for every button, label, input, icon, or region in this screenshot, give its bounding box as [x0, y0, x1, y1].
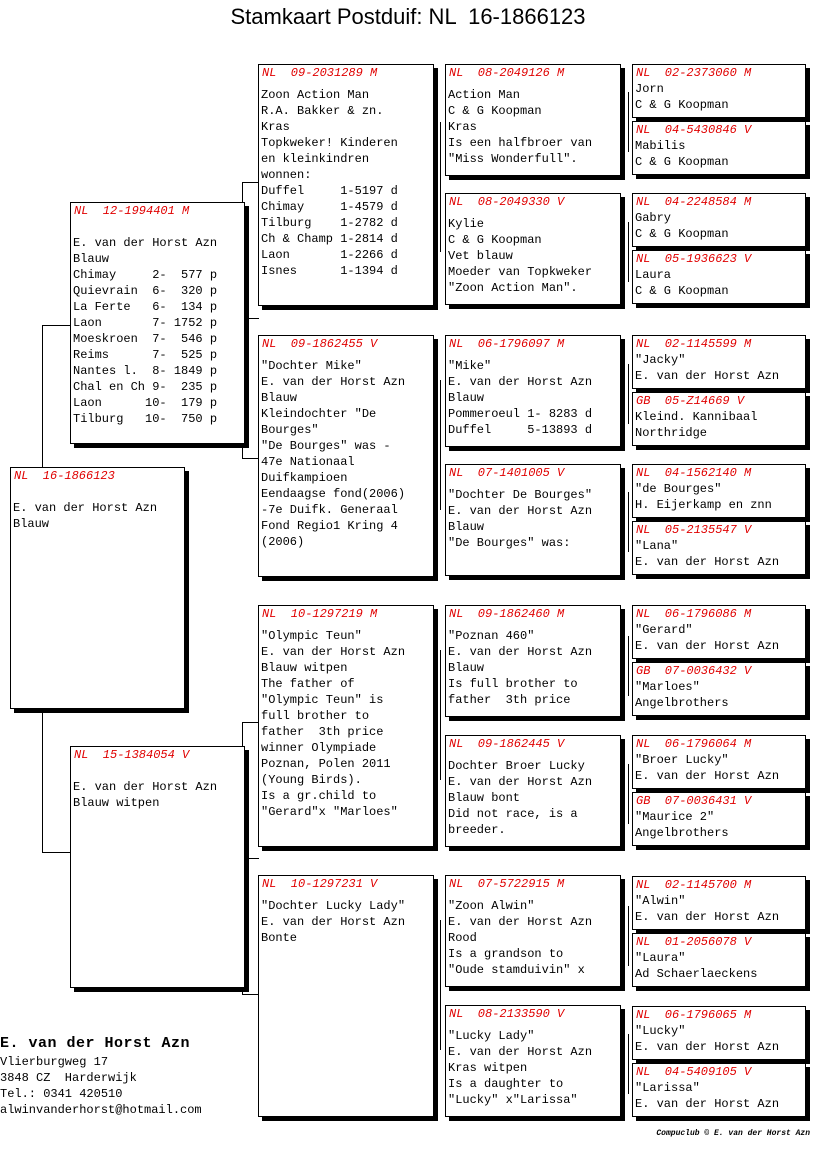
- card-line: Action Man: [448, 88, 521, 102]
- ring-number: NL 04-2248584 M: [636, 195, 752, 209]
- card-line: E. van der Horst Azn: [261, 375, 406, 389]
- card-line: E. van der Horst Azn: [635, 639, 780, 653]
- card-line: "Lucky" x"Larissa": [448, 1093, 578, 1107]
- card-line: H. Eijerkamp en znn: [635, 498, 772, 512]
- card-line: Chimay 2- 577 p: [73, 268, 218, 282]
- ring-number: GB 07-0036431 V: [636, 794, 752, 808]
- ring-number: NL 10-1297231 V: [262, 877, 378, 891]
- card-line: Kylie: [448, 217, 485, 231]
- card-line: Zoon Action Man: [261, 88, 370, 102]
- card-line: Did not race, is a: [448, 807, 578, 821]
- card-line: Chal en Ch 9- 235 p: [73, 380, 218, 394]
- pedigree-card-gen4[interactable]: [632, 876, 806, 930]
- card-line: 47e Nationaal: [261, 455, 355, 469]
- pedigree-card-gen3[interactable]: [445, 605, 621, 717]
- card-line: Rood: [448, 931, 477, 945]
- card-line: "Broer Lucky": [635, 753, 729, 767]
- card-line: Blauw witpen: [73, 796, 160, 810]
- card-line: Bourges": [261, 423, 319, 437]
- card-line: "Zoon Alwin": [448, 899, 535, 913]
- connector: [628, 92, 629, 152]
- card-line: E. van der Horst Azn: [635, 769, 780, 783]
- connector: [242, 994, 259, 995]
- ring-number: NL 09-2031289 M: [262, 66, 378, 80]
- card-line: Duffel 5-13893 d: [448, 423, 593, 437]
- card-line: E. van der Horst Azn: [448, 775, 593, 789]
- card-line: Laura: [635, 268, 672, 282]
- pedigree-card-gen4[interactable]: [632, 392, 806, 446]
- pedigree-card-gen4[interactable]: [632, 662, 806, 716]
- owner-city: 3848 CZ Harderwijk: [0, 1071, 137, 1085]
- card-line: winner Olympiade: [261, 741, 377, 755]
- pedigree-card-gen4[interactable]: [632, 121, 806, 175]
- ring-number: NL 04-1562140 M: [636, 466, 752, 480]
- card-line: -7e Duifk. Generaal: [261, 503, 398, 517]
- ring-number: NL 08-2049126 M: [449, 66, 565, 80]
- pedigree-card-gen4[interactable]: [632, 521, 806, 575]
- card-line: Chimay 1-4579 d: [261, 200, 398, 214]
- card-line: The father of: [261, 677, 355, 691]
- card-line: "Dochter De Bourges": [448, 488, 593, 502]
- owner-address: [0, 1034, 202, 1118]
- owner-email[interactable]: alwinvanderhorst@hotmail.com: [0, 1103, 202, 1117]
- card-line: Kras: [448, 120, 477, 134]
- pedigree-card-gen4[interactable]: [632, 605, 806, 659]
- ring-number: NL 02-1145700 M: [636, 878, 752, 892]
- card-line: Blauw witpen: [261, 661, 348, 675]
- card-line: "Laura": [635, 951, 686, 965]
- page-title: Stamkaart Postduif: NL 16-1866123: [230, 4, 586, 29]
- card-line: Reims 7- 525 p: [73, 348, 218, 362]
- card-line: full brother to: [261, 709, 370, 723]
- pedigree-card-dam[interactable]: [70, 746, 245, 988]
- card-line: Blauw: [73, 252, 110, 266]
- card-line: E. van der Horst Azn: [73, 780, 218, 794]
- card-line: E. van der Horst Azn: [261, 645, 406, 659]
- ring-number: NL 06-1796097 M: [449, 337, 565, 351]
- card-line: Angelbrothers: [635, 696, 729, 710]
- ring-number: NL 01-2056078 V: [636, 935, 752, 949]
- ring-number: NL 09-1862445 V: [449, 737, 565, 751]
- card-line: E. van der Horst Azn: [448, 504, 593, 518]
- card-line: R.A. Bakker & zn.: [261, 104, 384, 118]
- card-line: Kleind. Kannibaal: [635, 410, 758, 424]
- ring-number: NL 02-1145599 M: [636, 337, 752, 351]
- card-line: (2006): [261, 535, 305, 549]
- owner-phone: Tel.: 0341 420510: [0, 1087, 123, 1101]
- card-line: "Zoon Action Man".: [448, 281, 578, 295]
- card-line: Gabry: [635, 211, 672, 225]
- card-line: Is a gr.child to: [261, 789, 377, 803]
- card-line: Blauw: [448, 391, 485, 405]
- pedigree-card-gen4[interactable]: [632, 735, 806, 789]
- owner-street: Vlierburgweg 17: [0, 1055, 109, 1069]
- connector: [628, 222, 629, 282]
- card-line: E. van der Horst Azn: [635, 1097, 780, 1111]
- ring-number: NL 05-2135547 V: [636, 523, 752, 537]
- ring-number: NL 02-2373060 M: [636, 66, 752, 80]
- card-line: Poznan, Polen 2011: [261, 757, 391, 771]
- card-line: father 3th price: [448, 693, 571, 707]
- card-line: "Olympic Teun" is: [261, 693, 384, 707]
- card-line: Topkweker! Kinderen: [261, 136, 398, 150]
- card-line: Nantes l. 8- 1849 p: [73, 364, 218, 378]
- card-line: wonnen:: [261, 168, 312, 182]
- card-line: Quievrain 6- 320 p: [73, 284, 218, 298]
- pedigree-card-gen2[interactable]: [258, 64, 434, 306]
- ring-number: NL 08-2049330 V: [449, 195, 565, 209]
- card-line: Laon 7- 1752 p: [73, 316, 218, 330]
- card-line: Tilburg 10- 750 p: [73, 412, 218, 426]
- card-line: Laon 10- 179 p: [73, 396, 218, 410]
- pedigree-card-gen3[interactable]: [445, 464, 621, 576]
- ring-number: NL 06-1796086 M: [636, 607, 752, 621]
- connector: [628, 492, 629, 552]
- card-line: Kras: [261, 120, 290, 134]
- ring-number: NL 04-5430846 V: [636, 123, 752, 137]
- card-line: "Maurice 2": [635, 810, 715, 824]
- card-line: E. van der Horst Azn: [448, 915, 593, 929]
- pedigree-card-gen4[interactable]: [632, 464, 806, 518]
- ring-number: GB 07-0036432 V: [636, 664, 752, 678]
- pedigree-card-gen3[interactable]: [445, 193, 621, 305]
- card-line: E. van der Horst Azn: [635, 369, 780, 383]
- connector: [42, 709, 43, 852]
- pedigree-card-gen3[interactable]: [445, 1005, 621, 1117]
- pedigree-card-gen2[interactable]: [258, 335, 434, 577]
- pedigree-card-gen4[interactable]: [632, 933, 806, 987]
- connector: [628, 636, 629, 696]
- card-line: "Marloes": [635, 680, 700, 694]
- card-line: E. van der Horst Azn: [13, 501, 158, 515]
- card-line: "Mike": [448, 359, 492, 373]
- card-line: E. van der Horst Azn: [448, 375, 593, 389]
- connector: [242, 722, 259, 723]
- card-line: Vet blauw: [448, 249, 513, 263]
- card-line: "de Bourges": [635, 482, 722, 496]
- owner-name: E. van der Horst Azn: [0, 1035, 191, 1052]
- card-line: E. van der Horst Azn: [448, 645, 593, 659]
- card-line: C & G Koopman: [635, 155, 729, 169]
- pedigree-card-gen4[interactable]: [632, 193, 806, 247]
- ring-number: NL 10-1297219 M: [262, 607, 378, 621]
- card-line: Northridge: [635, 426, 708, 440]
- card-line: E. van der Horst Azn: [448, 1045, 593, 1059]
- card-line: "Lucky": [635, 1024, 686, 1038]
- card-line: Blauw: [448, 661, 485, 675]
- card-line: "Lana": [635, 539, 679, 553]
- card-line: father 3th price: [261, 725, 384, 739]
- ring-number: NL 06-1796065 M: [636, 1008, 752, 1022]
- card-line: Bonte: [261, 931, 298, 945]
- card-line: Kleindochter "De: [261, 407, 377, 421]
- card-line: en kleinkindren: [261, 152, 370, 166]
- connector: [628, 906, 629, 966]
- card-line: Ch & Champ 1-2814 d: [261, 232, 398, 246]
- card-line: "Jacky": [635, 353, 686, 367]
- card-line: E. van der Horst Azn: [73, 236, 218, 250]
- card-line: C & G Koopman: [635, 284, 729, 298]
- card-line: Tilburg 1-2782 d: [261, 216, 398, 230]
- card-line: Blauw: [261, 391, 298, 405]
- card-line: Blauw: [448, 520, 485, 534]
- card-line: Is een halfbroer van: [448, 136, 593, 150]
- ring-number: NL 04-5409105 V: [636, 1065, 752, 1079]
- card-line: "Gerard"x "Marloes": [261, 805, 398, 819]
- ring-number: NL 06-1796064 M: [636, 737, 752, 751]
- card-line: "De Bourges" was -: [261, 439, 391, 453]
- connector: [42, 325, 43, 469]
- card-line: Is a grandson to: [448, 947, 564, 961]
- card-line: C & G Koopman: [635, 98, 729, 112]
- card-line: Eendaagse fond(2006): [261, 487, 406, 501]
- connector: [440, 380, 441, 510]
- card-line: "Olympic Teun": [261, 629, 362, 643]
- card-line: "Larissa": [635, 1081, 700, 1095]
- connector: [628, 364, 629, 424]
- card-line: Duifkampioen: [261, 471, 348, 485]
- card-line: La Ferte 6- 134 p: [73, 300, 218, 314]
- card-line: Ad Schaerlaeckens: [635, 967, 758, 981]
- connector: [440, 920, 441, 1050]
- card-line: Laon 1-2266 d: [261, 248, 398, 262]
- pedigree-card-gen3[interactable]: [445, 335, 621, 447]
- card-line: E. van der Horst Azn: [635, 555, 780, 569]
- card-line: Pommeroeul 1- 8283 d: [448, 407, 593, 421]
- ring-number: NL 08-2133590 V: [449, 1007, 565, 1021]
- card-line: Fond Regio1 Kring 4: [261, 519, 398, 533]
- pedigree-card-gen4[interactable]: [632, 792, 806, 846]
- card-line: "Miss Wonderfull".: [448, 152, 578, 166]
- connector: [628, 1034, 629, 1094]
- card-line: E. van der Horst Azn: [635, 910, 780, 924]
- connector: [42, 325, 72, 326]
- card-line: Isnes 1-1394 d: [261, 264, 398, 278]
- card-line: E. van der Horst Azn: [261, 915, 406, 929]
- card-line: "Gerard": [635, 623, 693, 637]
- connector: [628, 764, 629, 824]
- pedigree-card-gen2[interactable]: [258, 605, 434, 847]
- connector: [242, 458, 259, 459]
- footer-credit: Compuclub © E. van der Horst Azn: [656, 1129, 810, 1138]
- ring-number: NL 15-1384054 V: [74, 748, 190, 762]
- card-line: C & G Koopman: [635, 227, 729, 241]
- pedigree-card-gen3[interactable]: [445, 64, 621, 176]
- card-line: Is a daughter to: [448, 1077, 564, 1091]
- card-line: "Oude stamduivin" x: [448, 963, 585, 977]
- card-line: C & G Koopman: [448, 104, 542, 118]
- card-line: C & G Koopman: [448, 233, 542, 247]
- card-line: "Dochter Lucky Lady": [261, 899, 406, 913]
- pedigree-card-gen3[interactable]: [445, 875, 621, 987]
- ring-number: GB 05-Z14669 V: [636, 394, 745, 408]
- card-line: Angelbrothers: [635, 826, 729, 840]
- ring-number: NL 16-1866123: [14, 469, 115, 483]
- pedigree-card-gen3[interactable]: [445, 735, 621, 847]
- card-line: "Dochter Mike": [261, 359, 362, 373]
- card-line: "De Bourges" was:: [448, 536, 571, 550]
- card-line: breeder.: [448, 823, 506, 837]
- connector: [440, 650, 441, 780]
- pedigree-card-gen4[interactable]: [632, 64, 806, 118]
- pedigree-card-gen2[interactable]: [258, 875, 434, 1117]
- card-line: (Young Birds).: [261, 773, 362, 787]
- ring-number: NL 05-1936623 V: [636, 252, 752, 266]
- pedigree-card-sire[interactable]: [70, 202, 245, 444]
- ring-number: NL 07-1401005 V: [449, 466, 565, 480]
- card-line: Blauw: [13, 517, 50, 531]
- ring-number: NL 09-1862455 V: [262, 337, 378, 351]
- card-line: Jorn: [635, 82, 664, 96]
- card-line: Blauw bont: [448, 791, 521, 805]
- card-line: "Poznan 460": [448, 629, 535, 643]
- ring-number: NL 09-1862460 M: [449, 607, 565, 621]
- pedigree-card-gen4[interactable]: [632, 1006, 806, 1060]
- pedigree-card-subject[interactable]: [10, 467, 185, 709]
- card-line: Moeder van Topkweker: [448, 265, 593, 279]
- connector: [42, 852, 72, 853]
- card-line: "Alwin": [635, 894, 686, 908]
- card-line: Moeskroen 7- 546 p: [73, 332, 218, 346]
- card-line: Is full brother to: [448, 677, 578, 691]
- card-line: "Lucky Lady": [448, 1029, 535, 1043]
- card-line: Dochter Broer Lucky: [448, 759, 585, 773]
- ring-number: NL 12-1994401 M: [74, 204, 190, 218]
- card-line: Duffel 1-5197 d: [261, 184, 398, 198]
- card-line: Mabilis: [635, 139, 686, 153]
- card-line: E. van der Horst Azn: [635, 1040, 780, 1054]
- pedigree-card-gen4[interactable]: [632, 250, 806, 304]
- card-line: Kras witpen: [448, 1061, 528, 1075]
- pedigree-card-gen4[interactable]: [632, 1063, 806, 1117]
- connector: [440, 122, 441, 252]
- ring-number: NL 07-5722915 M: [449, 877, 565, 891]
- connector: [242, 182, 259, 183]
- pedigree-card-gen4[interactable]: [632, 335, 806, 389]
